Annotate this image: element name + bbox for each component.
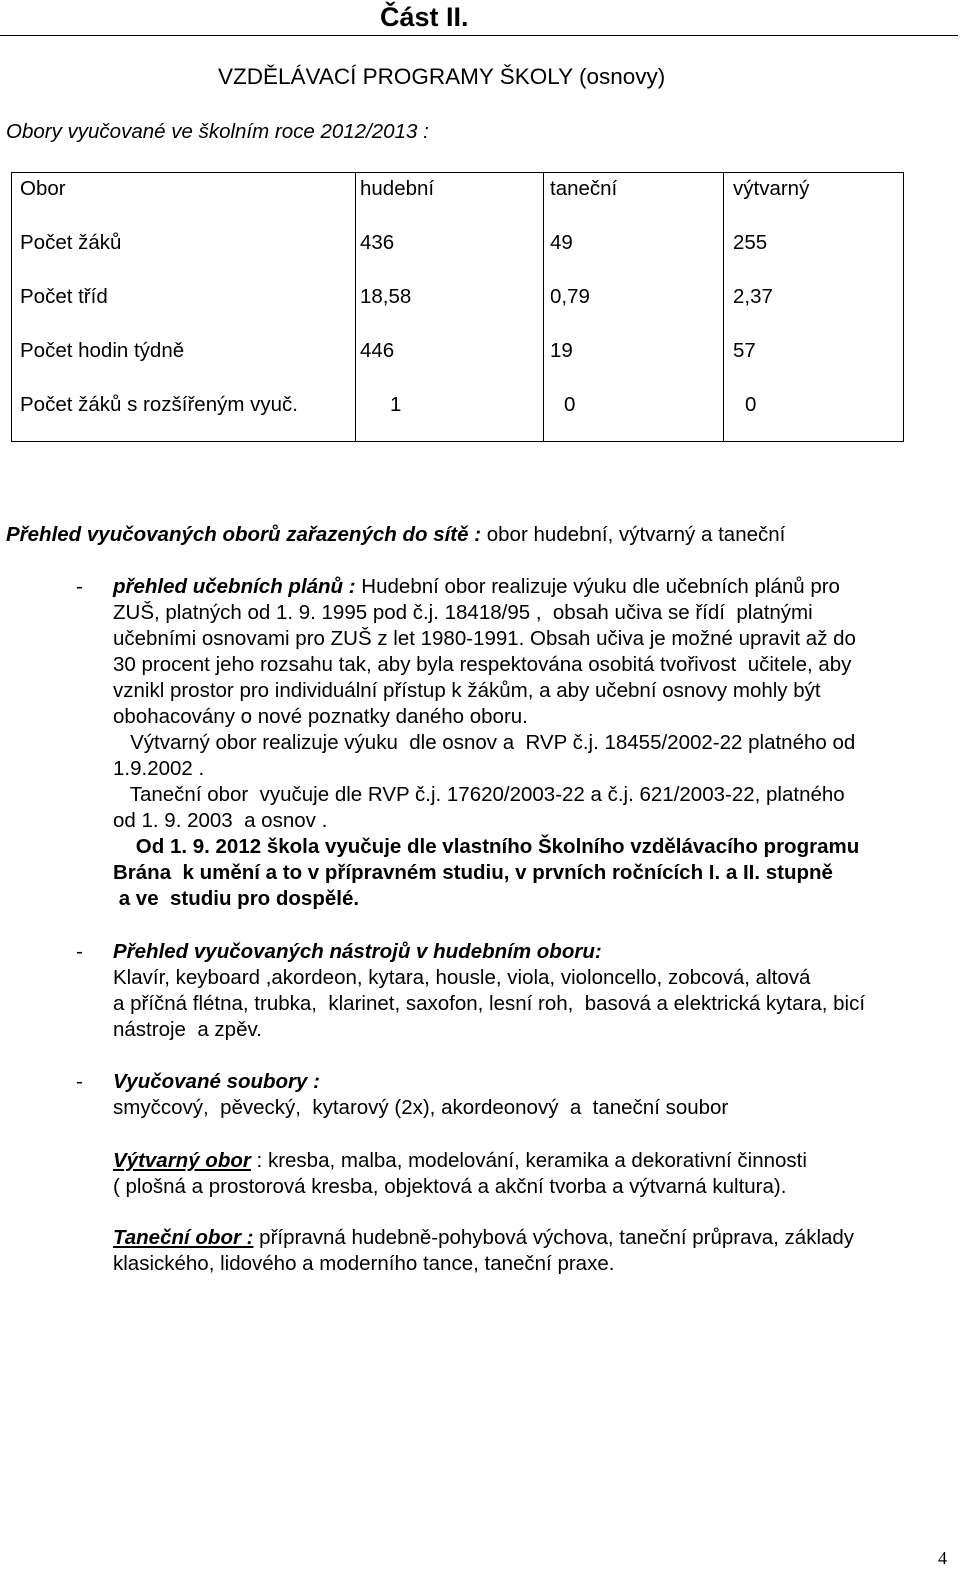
instruments-text-line: a příčná flétna, trubka, klarinet, saxofon, lesní roh, basová a elektrická kytara, bicí [113,992,866,1015]
instruments-text-line: nástroje a zpěv. [113,1018,262,1041]
svp-text-line: Brána k umění a to v přípravném studiu, v prvních ročnících I. a II. stupně [113,861,833,884]
table-cell: 2,37 [733,285,773,308]
plans-text-line: učebními osnovami pro ZUŠ z let 1980-1991. Obsah učiva je možné upravit až do [113,627,856,650]
overview-line [6,523,785,547]
table-row-label: Počet tříd [20,285,108,308]
plans-text-line: Taneční obor vyučuje dle RVP č.j. 17620/2003-22 a č.j. 621/2003-22, platného [113,783,845,806]
table-divider [543,173,544,441]
svp-text-line: a ve studiu pro dospělé. [113,887,360,910]
subjects-table [11,172,904,442]
dance-section [113,1225,948,1277]
list-dash: - [76,940,83,963]
art-section [113,1148,948,1200]
table-cell: 0 [745,393,757,416]
table-row-label: Počet žáků s rozšířeným vyuč. [20,393,298,416]
plans-text-line: 1.9.2002 . [113,757,205,780]
part-heading: Část II. [380,2,469,32]
dance-text-line: klasického, lidového a moderního tance, taneční praxe. [113,1252,615,1275]
table-row-label: Obor [20,177,66,200]
page-title: VZDĚLÁVACÍ PROGRAMY ŠKOLY (osnovy) [218,64,666,89]
art-label: Výtvarný obor [113,1149,251,1172]
overview-label: Přehled vyučovaných oborů zařazených do sítě : [6,523,482,546]
table-cell: taneční [550,177,618,200]
plans-text-line: obohacovány o nové poznatky daného oboru. [113,705,528,728]
table-divider [723,173,724,441]
list-dash: - [76,575,83,598]
table-cell: 0 [564,393,576,416]
table-cell: 18,58 [360,285,412,308]
table-cell: 0,79 [550,285,590,308]
plans-text-line: Výtvarný obor realizuje výuku dle osnov a RVP č.j. 18455/2002-22 platného od [113,731,856,754]
dance-label: Taneční obor : [113,1226,254,1249]
ensembles-label: Vyučované soubory : [113,1070,320,1093]
ensembles-text: smyčcový, pěvecký, kytarový (2x), akordeonový a taneční soubor [113,1096,729,1119]
plans-text-line: Hudební obor realizuje výuku dle učebních plánů pro [355,575,840,598]
instruments-text-line: Klavír, keyboard ,akordeon, kytara, housle, viola, violoncello, zobcová, altová [113,966,811,989]
page-number: 4 [938,1548,947,1568]
plans-text-line: od 1. 9. 2003 a osnov . [113,809,328,832]
table-cell: hudební [360,177,435,200]
art-text-line: ( plošná a prostorová kresba, objektová a akční tvorba a výtvarná kultura). [113,1175,787,1198]
svp-text-line: Od 1. 9. 2012 škola vyučuje dle vlastního Školního vzdělávacího programu [113,835,860,858]
table-cell: 19 [550,339,573,362]
table-row-label: Počet žáků [20,231,122,254]
subtitle: Obory vyučované ve školním roce 2012/2013 : [6,120,429,143]
dance-text: přípravná hudebně-pohybová výchova, taneční průprava, základy [253,1226,855,1249]
table-row-label: Počet hodin týdně [20,339,185,362]
overview-text: obor hudební, výtvarný a taneční [481,523,786,546]
plans-section [113,574,948,912]
plans-text-line: ZUŠ, platných od 1. 9. 1995 pod č.j. 18418/95 , obsah učiva se řídí platnými [113,601,813,624]
instruments-label: Přehled vyučovaných nástrojů v hudebním oboru: [113,940,602,963]
table-cell: 436 [360,231,395,254]
plans-text-line: vznikl prostor pro individuální přístup k žákům, a aby učební osnovy mohly být [113,679,821,702]
art-text: : kresba, malba, modelování, keramika a dekorativní činnosti [250,1149,807,1172]
ensembles-section [113,1069,948,1121]
plans-label: přehled učebních plánů : [113,575,356,598]
list-dash: - [76,1070,83,1093]
table-cell: 255 [733,231,768,254]
instruments-section [113,939,948,1043]
table-cell: 49 [550,231,573,254]
table-cell: 446 [360,339,395,362]
table-divider [355,173,356,441]
table-cell: 1 [390,393,402,416]
table-cell: výtvarný [733,177,810,200]
plans-text-line: 30 procent jeho rozsahu tak, aby byla respektována osobitá tvořivost učitele, aby [113,653,852,676]
table-cell: 57 [733,339,756,362]
header-rule [0,35,958,36]
